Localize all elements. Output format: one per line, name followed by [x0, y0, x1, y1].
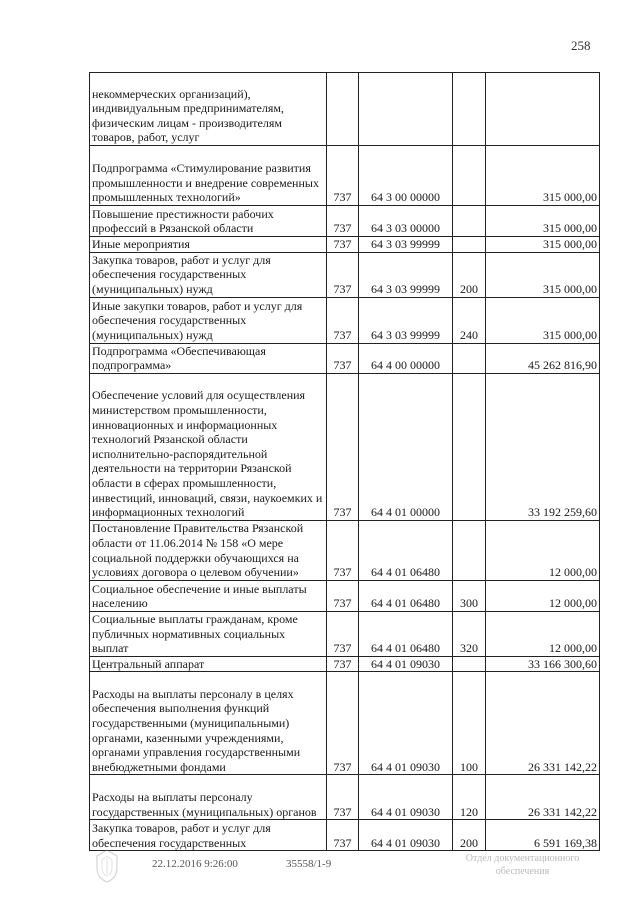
row-type: 320 [453, 611, 486, 656]
table-row [90, 343, 600, 373]
row-name: Расходы на выплаты персоналу в целях обеспечения выполнения функций государственными (муниципальными) органами, казенными учреждениями, органами управления государственными внебюджетными фондами [90, 672, 327, 775]
row-article: 64 4 01 06480 [359, 611, 453, 656]
row-name: Социальные выплаты гражданам, кроме публичных нормативных социальных выплат [90, 611, 327, 656]
row-article: 64 3 03 00000 [359, 206, 453, 237]
row-article: 64 3 00 00000 [359, 146, 453, 206]
row-type [453, 520, 486, 580]
row-sum: 315 000,00 [486, 146, 600, 206]
row-code: 737 [327, 237, 359, 253]
table-row [90, 373, 600, 520]
row-type: 100 [453, 672, 486, 775]
row-article: 64 4 01 06480 [359, 580, 453, 611]
row-article: 64 4 01 09030 [359, 820, 453, 851]
row-code: 737 [327, 252, 359, 297]
row-article: 64 4 01 00000 [359, 373, 453, 520]
table-row [90, 146, 600, 206]
row-name: Иные закупки товаров, работ и услуг для обеспечения государственных (муниципальных) нужд [90, 297, 327, 343]
row-article: 64 4 01 09030 [359, 775, 453, 820]
table-row [90, 237, 600, 253]
table-row [90, 672, 600, 775]
row-name: Расходы на выплаты персоналу государственных (муниципальных) органов [90, 775, 327, 820]
row-code: 737 [327, 580, 359, 611]
row-code: 737 [327, 146, 359, 206]
table-row [90, 611, 600, 656]
row-type [453, 146, 486, 206]
row-type: 120 [453, 775, 486, 820]
row-sum: 12 000,00 [486, 580, 600, 611]
row-sum: 12 000,00 [486, 520, 600, 580]
row-type: 300 [453, 580, 486, 611]
footer-watermark: Отдел документационного обеспечения [465, 853, 580, 877]
emblem-icon [92, 848, 122, 884]
row-name: Повышение престижности рабочих профессий в Рязанской области [90, 206, 327, 237]
row-article: 64 4 01 09030 [359, 672, 453, 775]
row-type [453, 206, 486, 237]
table-row [90, 656, 600, 672]
row-sum: 315 000,00 [486, 237, 600, 253]
row-sum [486, 73, 600, 146]
footer-doc-id: 35558/1-9 [286, 858, 332, 870]
row-code: 737 [327, 520, 359, 580]
row-code: 737 [327, 672, 359, 775]
row-sum: 6 591 169,38 [486, 820, 600, 851]
row-name: Закупка товаров, работ и услуг для обеспечения государственных (муниципальных) нужд [90, 252, 327, 297]
footer-datetime: 22.12.2016 9:26:00 [152, 858, 238, 870]
row-article: 64 4 01 09030 [359, 656, 453, 672]
row-type [453, 73, 486, 146]
row-code: 737 [327, 611, 359, 656]
row-name: Иные мероприятия [90, 237, 327, 253]
row-name: Подпрограмма «Стимулирование развития промышленности и внедрение современных промышленных технологий» [90, 146, 327, 206]
row-sum: 315 000,00 [486, 297, 600, 343]
row-article: 64 3 03 99999 [359, 252, 453, 297]
row-name: Закупка товаров, работ и услуг для обеспечения государственных [90, 820, 327, 851]
table-row [90, 820, 600, 851]
row-article: 64 3 03 99999 [359, 237, 453, 253]
row-type [453, 656, 486, 672]
row-code: 737 [327, 373, 359, 520]
row-sum: 45 262 816,90 [486, 343, 600, 373]
row-name: Обеспечение условий для осуществления министерством промышленности, инновационных и информационных технологий Рязанской области исполнительно-распорядительной деятельности на территории Рязанской области в сферах промышленности, инвестиций, инноваций, связи, наукоемких и информационных технологий [90, 373, 327, 520]
row-code: 737 [327, 206, 359, 237]
budget-table [89, 72, 600, 851]
row-name: некоммерческих организаций), индивидуальным предпринимателям, физическим лицам - производителям товаров, работ, услуг [90, 73, 327, 146]
row-code [327, 73, 359, 146]
row-article: 64 4 01 06480 [359, 520, 453, 580]
row-sum: 315 000,00 [486, 206, 600, 237]
row-sum: 33 166 300,60 [486, 656, 600, 672]
row-type: 200 [453, 820, 486, 851]
row-sum: 26 331 142,22 [486, 672, 600, 775]
row-name: Социальное обеспечение и иные выплаты населению [90, 580, 327, 611]
table-row [90, 73, 600, 146]
page-number: 258 [571, 38, 591, 53]
row-type: 240 [453, 297, 486, 343]
row-type: 200 [453, 252, 486, 297]
row-sum: 315 000,00 [486, 252, 600, 297]
row-code: 737 [327, 775, 359, 820]
row-type [453, 237, 486, 253]
row-code: 737 [327, 820, 359, 851]
row-article: 64 3 03 99999 [359, 297, 453, 343]
row-type [453, 343, 486, 373]
table-row [90, 297, 600, 343]
table-row [90, 252, 600, 297]
row-code: 737 [327, 297, 359, 343]
row-sum: 33 192 259,60 [486, 373, 600, 520]
row-name: Центральный аппарат [90, 656, 327, 672]
row-code: 737 [327, 343, 359, 373]
row-sum: 26 331 142,22 [486, 775, 600, 820]
row-type [453, 373, 486, 520]
table-row [90, 206, 600, 237]
row-article [359, 73, 453, 146]
row-article: 64 4 00 00000 [359, 343, 453, 373]
row-sum: 12 000,00 [486, 611, 600, 656]
table-row [90, 520, 600, 580]
row-code: 737 [327, 656, 359, 672]
row-name: Постановление Правительства Рязанской области от 11.06.2014 № 158 «О мере социальной поддержки обучающихся на условиях договора о целевом обучении» [90, 520, 327, 580]
row-name: Подпрограмма «Обеспечивающая подпрограмма» [90, 343, 327, 373]
table-row [90, 775, 600, 820]
table-row [90, 580, 600, 611]
